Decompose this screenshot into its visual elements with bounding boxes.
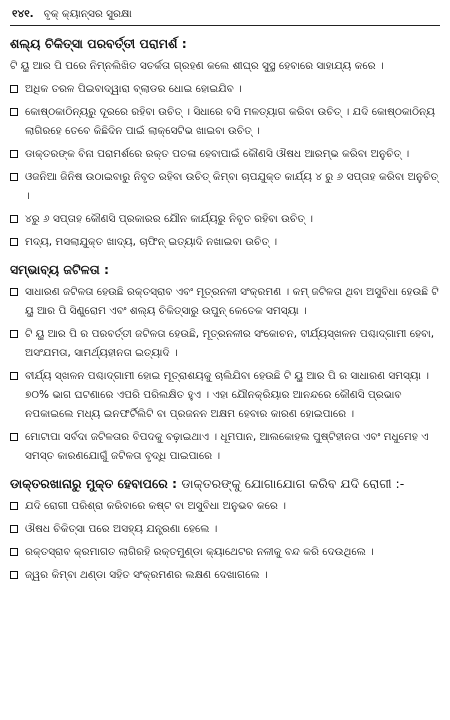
section-heading: ଶଲ୍ୟ ଚିକିତ୍ସା ପରବର୍ତ୍ତୀ ପରାମର୍ଶ : <box>10 36 187 51</box>
list-item <box>10 367 440 424</box>
checkbox-icon <box>10 502 18 510</box>
list-item <box>10 145 440 164</box>
list-item <box>10 428 440 466</box>
running-header <box>10 6 440 26</box>
list-item-text: ଔଷଧ ଚିକିତ୍ସା ପରେ ଅସହ୍ୟ ଯନ୍ତ୍ରଣା ହେଲେ । <box>25 522 218 535</box>
checkbox-icon <box>10 85 18 93</box>
checkbox-icon <box>10 173 18 181</box>
list-item <box>10 80 440 99</box>
list-item <box>10 520 440 539</box>
section-intro: ଟି ୟୁ ଆର ପି ପରେ ନିମ୍ନଲିଖିତ ସତର୍କତା ଗ୍ରହଣ କଲେ ଶୀଘ୍ର ସୁସ୍ଥ ହେବାରେ ସାହାଯ୍ୟ କରେ । <box>10 59 384 72</box>
list-item-text: ଡାକ୍ତରଙ୍କ ବିନା ପରାମର୍ଶରେ ରକ୍ତ ପତଳା ହେବାପାଇଁ କୌଣସି ଔଷଧ ଆରମ୍ଭ କରିବା ଅନୁଚିତ୍ । <box>25 147 410 160</box>
list-item-text: ଓଜନିଆ ଜିନିଷ ଉଠାଇବାରୁ ନିବୃତ ରହିବା ଉଚିତ୍ କିମ୍ବା ଚାପଯୁକ୍ତ କାର୍ଯ୍ୟ ୪ ରୁ ୬ ସପ୍ତାହ କରିବା ଅନୁଚିତ୍ । <box>25 170 439 202</box>
list-item <box>10 543 440 562</box>
section-heading <box>10 476 440 493</box>
checkbox-icon <box>10 238 18 246</box>
checkbox-icon <box>10 433 18 441</box>
list-item <box>10 566 440 585</box>
list-item <box>10 168 440 206</box>
checkbox-icon <box>10 525 18 533</box>
list-item-text: ଅଧିକ ତରଳ ପିଇବାଦ୍ୱାରା ବ୍ଲାଡର ଧୋଇ ହୋଇଯିବ । <box>25 82 242 95</box>
section-heading: ସମ୍ଭାବ୍ୟ ଜଟିଳତା : <box>10 261 109 277</box>
list-item-text: ମଦ୍ୟ, ମସଲାଯୁକ୍ତ ଖାଦ୍ୟ, ଚାଫିନ୍ ଇତ୍ୟାଦି ନଖାଇବା ଉଚିତ୍ । <box>25 235 278 248</box>
list-item <box>10 210 440 229</box>
checkbox-icon <box>10 372 18 380</box>
list-item-text: ଟି ୟୁ ଆର ପି ର ପରବର୍ତ୍ତୀ ଜଟିଳତା ହେଉଛି, ମୂତ୍ରନଳୀର ସଂକୋଚନ, ବୀର୍ଯ୍ୟସ୍ଖଳନ ପଶ୍ଚାଦ୍‌ଗାମୀ ହେବା, ଅସଂଯମତା, ସାମର୍ଥ୍ୟହୀନତା ଇତ୍ୟାଦି । <box>25 327 435 359</box>
list-item <box>10 283 440 321</box>
checkbox-icon <box>10 150 18 158</box>
checkbox-icon <box>10 215 18 223</box>
checkbox-icon <box>10 288 18 296</box>
list-item-text: ମୋଟାପା ସର୍ବଦା ଜଟିଳତାର ବିପଦକୁ ବଢ଼ାଇଥାଏ । ଧୂମପାନ, ଆଲକୋହଲ ପୁଷ୍ଟିହୀନତା ଏବଂ ମଧୁମେହ ଏ ସମସ୍ତ କାରଣଯୋଗୁଁ ଜଟିଳତା ବୃଦ୍ଧି ପାଇପାରେ । <box>25 430 429 462</box>
section-heading-tail: ଡାକ୍ତରଙ୍କୁ ଯୋଗାଯୋଗ କରିବ ଯଦି ରୋଗୀ :- <box>181 475 405 491</box>
section-post-surgery-advice <box>10 36 440 252</box>
list-item-text: ସାଧାରଣ ଜଟିଳତା ହେଉଛି ରକ୍ତସ୍ରାବ ଏବଂ ମୂତ୍ରନଳୀ ସଂକ୍ରମଣ । କମ୍ ଜଟିଳତା ଥିବା ଅସୁବିଧା ହେଉଛି ଟି ୟୁ ଆର ପି ସିଣ୍ଡ୍ରୋମ ଏବଂ ଶଲ୍ୟ ଚିକିତ୍ସାରୁ ଉପୁନ୍ କେତେକ ସମସ୍ୟା । <box>25 285 439 317</box>
checkbox-icon <box>10 571 18 579</box>
list-item-text: ରକ୍ତସ୍ରାବ କ୍ରମାଗତ ଲାଗିରହି ରକ୍ତମୁଣ୍ଡା କ୍ୟାଥେଟର ନଳୀକୁ ବନ୍ଦ କରି ଦେଉଥିଲେ । <box>25 545 374 558</box>
checkbox-icon <box>10 108 18 116</box>
list-item-text: ୪ରୁ ୬ ସପ୍ତାହ କୌଣସି ପ୍ରକାରର ଯୌନ କାର୍ଯ୍ୟରୁ ନିବୃତ ରହିବା ଉଚିତ୍ । <box>25 212 313 225</box>
page-number: ୧୪୧. <box>12 8 34 20</box>
list-item-text: କୋଷ୍ଠକାଠିନ୍ୟରୁ ଦୂରରେ ରହିବା ଉଚିତ୍ । ସିଧାରେ ବସି ମଳତ୍ୟାଗ କରିବା ଉଚିତ୍ । ଯଦି କୋଷ୍ଠକାଠିନ୍ୟ ଲାଗିରହେ ତେବେ କିଛିଦିନ ପାଇଁ ଲାକ୍ସେଟିଭ ଖାଇବା ଉଚିତ୍ । <box>25 105 435 137</box>
book-title: ବୃକ୍ କ୍ୟାନ୍ସର ସୁରକ୍ଷା <box>43 8 132 20</box>
list-item <box>10 497 440 516</box>
section-heading-bold: ଡାକ୍ତରଖାନାରୁ ମୁକ୍ତ ହେବାପରେ : <box>10 475 182 491</box>
list-item <box>10 325 440 363</box>
section-possible-complications <box>10 262 440 466</box>
list-item <box>10 233 440 252</box>
list-item-text: ବୀର୍ଯ୍ୟ ସ୍ଖଳନ ପଶ୍ଚାଦ୍‌ଗାମୀ ହୋଇ ମୂତ୍ରାଶୟକୁ ଚାଲିଯିବା ହେଉଛି ଟି ୟୁ ଆର ପି ର ସାଧାରଣ ସମସ୍ୟା । ୭୦% ଭାଗ ଘଟଣାରେ ଏପରି ପରିଲକ୍ଷିତ ହୁଏ । ଏହା ଯୌନକ୍ରିୟାର ଆନନ୍ଦରେ କୌଣସି ପ୍ରଭାବ ନପକାଇଲେ ମଧ୍ୟ ଇନଫର୍ଟିଲିଟି ବା ପ୍ରଜନନ ଅକ୍ଷମ ହେବାର କାରଣ ହୋଇପାରେ । <box>25 369 430 420</box>
list-item-text: ଜ୍ୱର କିମ୍ବା ଥଣ୍ଡା ସହିତ ସଂକ୍ରମଣର ଲକ୍ଷଣ ଦେଖାଗଲେ । <box>25 568 268 581</box>
checkbox-icon <box>10 548 18 556</box>
list-item <box>10 103 440 141</box>
checkbox-icon <box>10 330 18 338</box>
list-item-text: ଯଦି ରୋଗୀ ପରିଶ୍ରା କରିବାରେ କଷ୍ଟ ବା ଅସୁବିଧା ଅନୁଭବ କରେ । <box>25 499 286 512</box>
section-after-discharge <box>10 476 440 585</box>
